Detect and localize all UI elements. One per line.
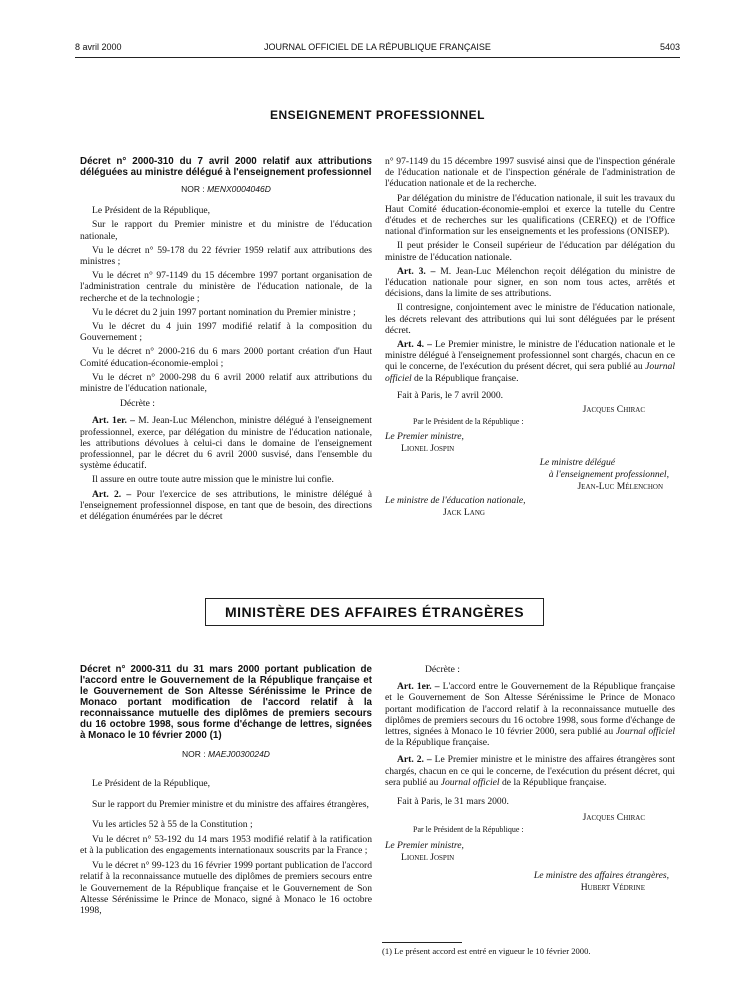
decrete-heading: Décrète : <box>120 398 155 410</box>
visa-paragraph: Vu le décret n° 59-178 du 22 février 1959 relatif aux attributions des ministres ; <box>80 244 372 268</box>
article-2: Art. 2. – Le Premier ministre et le ministre des affaires étrangères sont chargés, chacun en ce qui le concerne, de l'exécution du présent décret, qui sera publié au Journal officiel de la République française. <box>385 754 675 788</box>
footnote-rule <box>382 942 462 943</box>
visa-paragraph: Vu les articles 52 à 55 de la Constitution ; <box>92 818 253 830</box>
footnote <box>382 942 680 956</box>
par-le-president: Par le Président de la République : <box>413 416 524 426</box>
article-1: Art. 1er. – M. Jean-Luc Mélenchon, ministre délégué à l'enseignement professionnel, exerce, par délégation du ministre de l'éducation nationale, les attributions dévolues à celui-ci dans le domaine de l'enseignement professionnel, par le décret du 6 avril 2000 susvisé, dans l'ensemble du système éducatif. <box>80 415 372 472</box>
ministre-education-title: Le ministre de l'éducation nationale, <box>385 494 526 506</box>
article-2: Art. 2. – Pour l'exercice de ses attributions, le ministre délégué à l'enseignement professionnel dispose, en tant que de besoin, des directions et délégation énumérées par le décret <box>80 488 372 523</box>
signature-block <box>385 796 675 894</box>
article-4: Art. 4. – Le Premier ministre, le ministre de l'éducation nationale et le ministre délégué à l'enseignement professionnel sont chargés, chacun en ce qui le concerne, de l'exécution du présent décret, qui sera publié au Journal officiel de la République française. <box>385 339 676 384</box>
fait-a-paris: Fait à Paris, le 7 avril 2000. <box>397 389 504 401</box>
article-1: Art. 1er. – L'accord entre le Gouvernement de la République française et le Gouvernement de Son Altesse Sérénissime le Prince de Monaco portant modification de l'accord relatif à la reconnaissance mutuelle des diplômes de premiers secours du 16 octobre 1998, sous forme d'échange de lettres, signées à Monaco le 10 février 2000, sera publié au Journal officiel de la République française. <box>385 681 676 749</box>
visa-paragraph: Vu le décret n° 99-123 du 16 février 1999 portant publication de l'accord relatif à la reconnaissance mutuelle des diplômes de premiers secours entre le Gouvernement de la République française et le Gouvernement de Son Altesse Sérénissime le Prince de Monaco, signé à Monaco le 16 octobre 1998, <box>80 860 372 917</box>
decrete-heading: Décrète : <box>425 664 460 675</box>
section1-right-column <box>385 156 675 519</box>
page-header <box>75 40 680 56</box>
article-2-para-2: Par délégation du ministre de l'éducation nationale, il suit les travaux du Haut Comité éducation-économie-emploi et exerce la tutelle du Centre d'études et de recherches sur les qualifications (CEREQ) et de l'Office national d'information sur les enseignements et les professions (ONISEP). <box>385 192 675 238</box>
header-rule <box>75 57 680 58</box>
nor-reference: NOR : MAEJ0030024D <box>182 749 270 759</box>
article-2-para-3: Il peut présider le Conseil supérieur de l'éducation par délégation du ministre de l'éducation nationale. <box>385 240 675 263</box>
decret-2000-310-title: Décret n° 2000-310 du 7 avril 2000 relatif aux attributions déléguées au ministre délégué à l'enseignement professionnel <box>80 156 372 178</box>
ministre-delegue-name: Jean-Luc Mélenchon <box>577 480 663 492</box>
decret-2000-311-title: Décret n° 2000-311 du 31 mars 2000 portant publication de l'accord entre le Gouvernement de la République française et le Gouvernement de Son Altesse Sérénissime le Prince de Monaco portant modification de l'accord relatif à la reconnaissance mutuelle des diplômes de premiers secours du 16 octobre 1998, sous forme d'échange de lettres, signées à Monaco le 10 février 2000 (1) <box>80 664 372 741</box>
section2-left-column <box>80 664 372 919</box>
visa-paragraph: Vu le décret du 2 juin 1997 portant nomination du Premier ministre ; <box>92 306 356 318</box>
article-3-para-2: Il contresigne, conjointement avec le ministre de l'éducation nationale, les décrets relevant des attributions qui lui sont déléguées par le présent décret. <box>385 302 675 336</box>
premier-ministre-title: Le Premier ministre, <box>385 840 464 852</box>
visa-paragraph: Sur le rapport du Premier ministre et du ministre de l'éducation nationale, <box>80 219 372 242</box>
signatory-president: Jacques Chirac <box>582 403 645 415</box>
footnote-text: (1) Le présent accord est entré en vigueur le 10 février 2000. <box>382 946 591 956</box>
ministre-delegue-title-2: à l'enseignement professionnel, <box>548 468 669 480</box>
visa-paragraph: Vu le décret n° 53-192 du 14 mars 1953 modifié relatif à la ratification et à la publication des engagements internationaux souscrits par la France ; <box>80 833 372 857</box>
premier-ministre-name: Lionel Jospin <box>401 852 455 864</box>
header-page-number: 5403 <box>659 42 680 52</box>
par-le-president: Par le Président de la République : <box>413 825 524 835</box>
article-2-continuation: n° 97-1149 du 15 décembre 1997 susvisé ainsi que de l'inspection générale de l'éducation nationale et de l'inspection générale de l'administration de l'éducation nationale et de la recherche. <box>385 156 675 190</box>
header-journal-title: JOURNAL OFFICIEL DE LA RÉPUBLIQUE FRANÇAISE <box>264 42 491 52</box>
premier-ministre-title: Le Premier ministre, <box>385 430 464 442</box>
visa-paragraph: Vu le décret n° 97-1149 du 15 décembre 1997 portant organisation de l'administration centrale du ministère de l'éducation nationale, de la recherche et de la technologie ; <box>80 270 372 304</box>
section-title-affaires-etrangeres: MINISTÈRE DES AFFAIRES ÉTRANGÈRES <box>205 598 544 626</box>
visa-paragraph: Le Président de la République, <box>92 778 211 790</box>
article-3: Art. 3. – M. Jean-Luc Mélenchon reçoit délégation du ministre de l'éducation nationale pour signer, en son nom tous actes, arrêtés et décisions, dans la limite de ses attributions. <box>385 265 675 300</box>
section2-right-column <box>385 664 675 894</box>
visa-paragraph: Le Président de la République, <box>92 205 211 217</box>
signature-block <box>385 390 675 519</box>
ministre-education-name: Jack Lang <box>443 506 485 518</box>
visa-paragraph: Vu le décret n° 2000-298 du 6 avril 2000 relatif aux attributions du ministre de l'éducation nationale, <box>80 371 372 395</box>
ministre-delegue-title-1: Le ministre délégué <box>539 456 615 468</box>
premier-ministre-name: Lionel Jospin <box>401 442 455 454</box>
signatory-president: Jacques Chirac <box>582 812 645 824</box>
article-1-para-2: Il assure en outre toute autre mission que le ministre lui confie. <box>92 474 334 486</box>
fait-a-paris: Fait à Paris, le 31 mars 2000. <box>397 796 509 808</box>
section1-left-column <box>80 156 372 525</box>
ministre-affaires-etrangeres-name: Hubert Védrine <box>580 882 645 894</box>
visa-paragraph: Vu le décret du 4 juin 1997 modifié relatif à la composition du Gouvernement ; <box>80 321 372 344</box>
visa-paragraph: Sur le rapport du Premier ministre et du ministre des affaires étrangères, <box>92 799 369 811</box>
nor-reference: NOR : MENX0004046D <box>181 184 271 194</box>
section-title-enseignement: ENSEIGNEMENT PROFESSIONNEL <box>269 108 486 122</box>
visa-paragraph: Vu le décret n° 2000-216 du 6 mars 2000 portant création d'un Haut Comité éducation-économie-emploi ; <box>80 346 372 369</box>
header-date: 8 avril 2000 <box>75 42 122 52</box>
ministre-affaires-etrangeres-title: Le ministre des affaires étrangères, <box>533 870 669 882</box>
